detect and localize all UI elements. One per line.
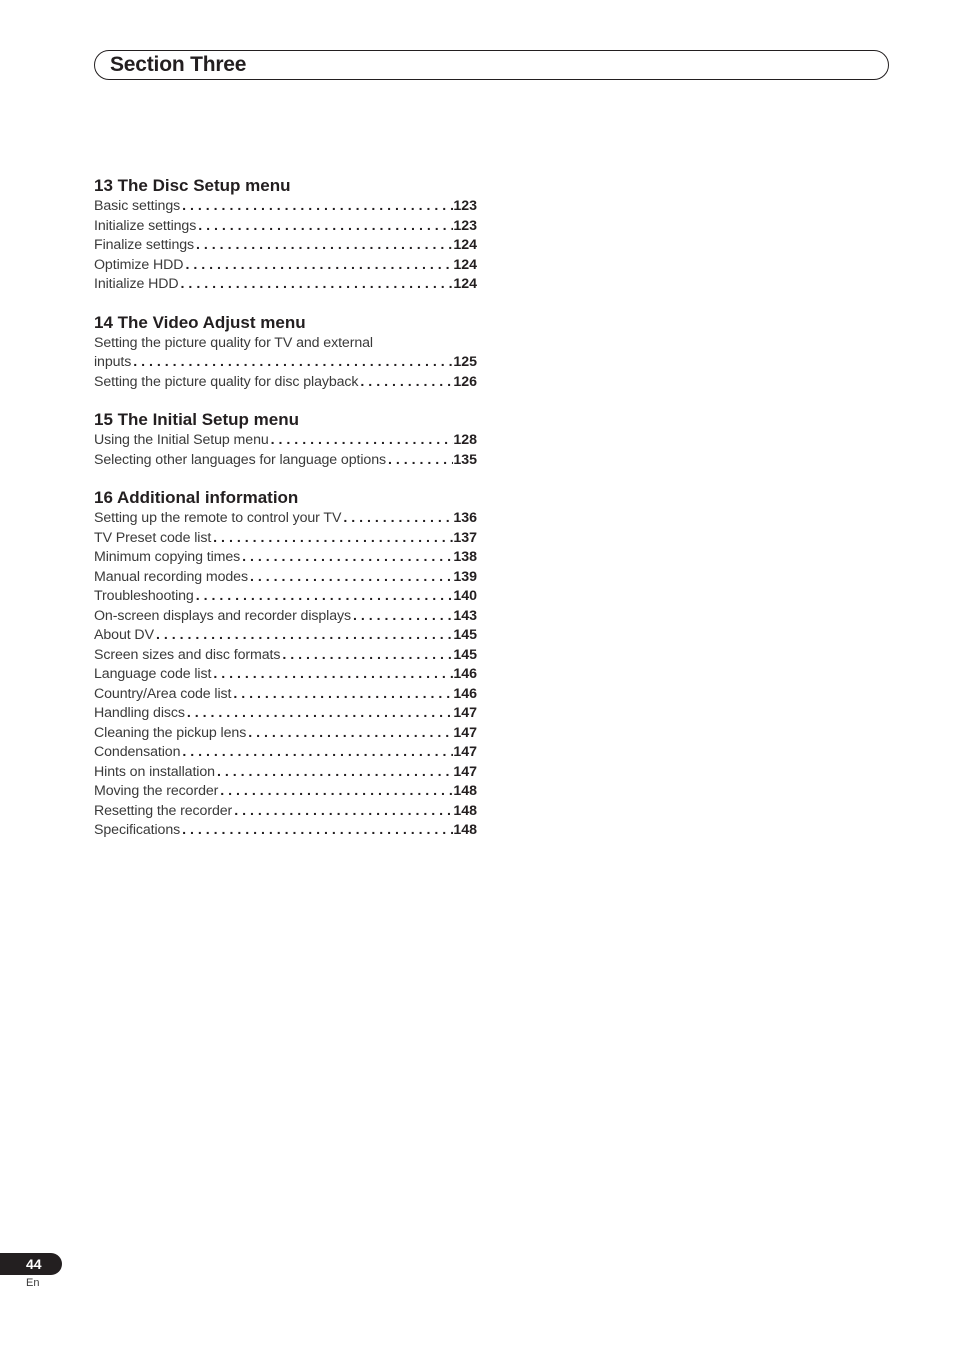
- toc-entry[interactable]: [94, 763, 477, 783]
- toc-entry-page: 140: [453, 588, 477, 604]
- toc-entry-label: Country/Area code list: [94, 685, 232, 702]
- dot-leader: [194, 236, 453, 256]
- toc-entry-line: [94, 568, 477, 588]
- toc-entry-line: [94, 646, 477, 666]
- toc-entry-page: 147: [453, 744, 477, 760]
- toc-entry[interactable]: [94, 236, 477, 256]
- toc-entry-page: 147: [453, 705, 477, 721]
- dot-leader: [183, 256, 453, 276]
- chapter-title: 13 The Disc Setup menu: [94, 176, 291, 195]
- toc-entry-page: 135: [453, 451, 477, 468]
- dot-leader: [180, 197, 453, 217]
- toc-entry-label: Resetting the recorder: [94, 802, 233, 819]
- dot-leader: [211, 529, 453, 549]
- language-code: En: [26, 1277, 40, 1289]
- dot-leader: [218, 782, 453, 802]
- dot-leader: [194, 587, 454, 607]
- toc-entry-line: [94, 431, 477, 451]
- dot-leader: [358, 373, 453, 393]
- toc-entry-line: [94, 587, 477, 607]
- toc-entry-page: 138: [453, 549, 477, 565]
- toc-entry[interactable]: [94, 373, 477, 393]
- toc-entry-page: 148: [453, 822, 477, 838]
- toc-entry[interactable]: [94, 197, 477, 217]
- toc-entry-page: 124: [453, 276, 477, 292]
- toc-entry-line: [94, 802, 477, 822]
- toc-entry[interactable]: [94, 724, 477, 744]
- toc-entry-page: 128: [453, 432, 477, 448]
- toc-entry-label: Condensation: [94, 744, 181, 760]
- toc-entry-page: 143: [453, 607, 477, 624]
- dot-leader: [180, 821, 453, 841]
- toc-entry-label: Troubleshooting: [94, 588, 194, 604]
- table-of-contents: [94, 176, 477, 859]
- toc-entry-page: 124: [453, 237, 477, 253]
- toc-entry-line: [94, 685, 477, 705]
- dot-leader: [196, 217, 453, 237]
- toc-entry[interactable]: [94, 685, 477, 705]
- section-header: [94, 50, 889, 80]
- toc-entry-line: [94, 724, 477, 744]
- toc-chapter: [94, 176, 477, 295]
- dot-leader: [154, 626, 453, 646]
- toc-entry-label: Setting the picture quality for TV and external: [94, 334, 373, 351]
- dot-leader: [179, 275, 454, 295]
- toc-entry-label: Using the Initial Setup menu: [94, 432, 269, 448]
- dot-leader: [180, 743, 453, 763]
- toc-entry-page: 148: [453, 783, 477, 799]
- toc-entry-page: 146: [453, 685, 477, 702]
- toc-entry-page: 123: [453, 198, 477, 214]
- dot-leader: [211, 665, 453, 685]
- toc-entry-line: [94, 763, 477, 783]
- toc-entry[interactable]: [94, 256, 477, 276]
- toc-entry-label: Screen sizes and disc formats: [94, 646, 281, 663]
- toc-entry-page: 126: [453, 373, 477, 390]
- toc-entry-line: [94, 353, 477, 373]
- toc-entry[interactable]: [94, 217, 477, 237]
- toc-entry-label: Initialize settings: [94, 217, 197, 234]
- toc-entry-label: Finalize settings: [94, 237, 195, 253]
- toc-entry[interactable]: [94, 665, 477, 685]
- toc-entry[interactable]: [94, 587, 477, 607]
- toc-entry-label: Minimum copying times: [94, 549, 241, 565]
- dot-leader: [248, 568, 453, 588]
- toc-entry-line: [94, 217, 477, 237]
- toc-entry-line: [94, 821, 477, 841]
- dot-leader: [351, 607, 453, 627]
- toc-entry[interactable]: [94, 529, 477, 549]
- toc-chapter: [94, 313, 477, 393]
- toc-entry-label: Manual recording modes: [94, 568, 248, 585]
- toc-entry[interactable]: [94, 431, 477, 451]
- toc-entry-label: Basic settings: [94, 198, 181, 214]
- dot-leader: [231, 685, 453, 705]
- toc-entry-label: Setting the picture quality for disc playback: [94, 373, 359, 390]
- toc-entry-label: Optimize HDD: [94, 256, 184, 273]
- toc-entry-line: [94, 334, 477, 354]
- toc-entry-page: 148: [453, 802, 477, 819]
- chapter-title: 16 Additional information: [94, 488, 299, 507]
- toc-entry-page: 124: [453, 256, 477, 273]
- dot-leader: [246, 724, 453, 744]
- toc-entry[interactable]: [94, 607, 477, 627]
- toc-entry[interactable]: [94, 646, 477, 666]
- dot-leader: [232, 802, 453, 822]
- toc-entry-label: Moving the recorder: [94, 783, 219, 799]
- toc-entry[interactable]: [94, 548, 477, 568]
- dot-leader: [240, 548, 453, 568]
- page-number: 44: [26, 1256, 42, 1272]
- toc-entry[interactable]: [94, 334, 477, 373]
- toc-entry-line: [94, 782, 477, 802]
- toc-entry-line: [94, 451, 477, 471]
- toc-entry-label: Selecting other languages for language options: [94, 451, 386, 468]
- toc-chapter: [94, 488, 477, 841]
- toc-entry[interactable]: [94, 451, 477, 471]
- toc-entry-label: On-screen displays and recorder displays: [94, 607, 352, 624]
- toc-entry-label: inputs: [94, 354, 132, 370]
- toc-entry-line: [94, 509, 477, 529]
- page-number-badge: [0, 1253, 62, 1275]
- toc-entry-line: [94, 275, 477, 295]
- toc-entry-line: [94, 256, 477, 276]
- toc-entry[interactable]: [94, 782, 477, 802]
- toc-entry-page: 147: [453, 724, 477, 741]
- toc-entry-label: Handling discs: [94, 705, 185, 721]
- toc-entry-page: 147: [453, 763, 477, 780]
- toc-entry-page: 146: [453, 666, 477, 682]
- dot-leader: [386, 451, 453, 471]
- toc-entry-label: Hints on installation: [94, 763, 215, 780]
- toc-entry-page: 123: [453, 217, 477, 234]
- chapter-title: 14 The Video Adjust menu: [94, 312, 306, 332]
- toc-entry-label: TV Preset code list: [94, 529, 212, 546]
- dot-leader: [269, 431, 454, 451]
- toc-entry-page: 145: [453, 646, 477, 663]
- toc-entry[interactable]: [94, 275, 477, 295]
- dot-leader: [131, 353, 453, 373]
- dot-leader: [280, 646, 453, 666]
- toc-entry[interactable]: [94, 743, 477, 763]
- toc-entry-page: 136: [453, 510, 477, 526]
- toc-entry-page: 139: [453, 568, 477, 585]
- toc-chapter: [94, 410, 477, 470]
- toc-entry[interactable]: [94, 568, 477, 588]
- toc-entry-line: [94, 529, 477, 549]
- dot-leader: [341, 509, 453, 529]
- toc-entry-page: 137: [453, 529, 477, 546]
- toc-entry-label: Cleaning the pickup lens: [94, 724, 247, 741]
- toc-entry-label: Setting up the remote to control your TV: [94, 510, 342, 526]
- toc-entry[interactable]: [94, 704, 477, 724]
- toc-entry-label: Initialize HDD: [94, 276, 179, 292]
- toc-entry[interactable]: [94, 626, 477, 646]
- toc-entry-page: 145: [453, 627, 477, 643]
- toc-entry-line: [94, 373, 477, 393]
- toc-entry-page: 125: [453, 354, 477, 370]
- toc-entry-line: [94, 236, 477, 256]
- toc-entry[interactable]: [94, 821, 477, 841]
- toc-entry-line: [94, 607, 477, 627]
- section-title: Section Three: [110, 53, 247, 76]
- toc-entry-label: Language code list: [94, 666, 212, 682]
- toc-entry-label: About DV: [94, 627, 154, 643]
- dot-leader: [185, 704, 453, 724]
- chapter-title: 15 The Initial Setup menu: [94, 410, 299, 429]
- toc-entry-line: [94, 197, 477, 217]
- toc-entry-line: [94, 704, 477, 724]
- toc-entry-line: [94, 548, 477, 568]
- toc-entry[interactable]: [94, 802, 477, 822]
- toc-entry[interactable]: [94, 509, 477, 529]
- toc-entry-line: [94, 743, 477, 763]
- toc-entry-line: [94, 626, 477, 646]
- toc-entry-label: Specifications: [94, 822, 181, 838]
- dot-leader: [215, 763, 453, 783]
- toc-entry-line: [94, 665, 477, 685]
